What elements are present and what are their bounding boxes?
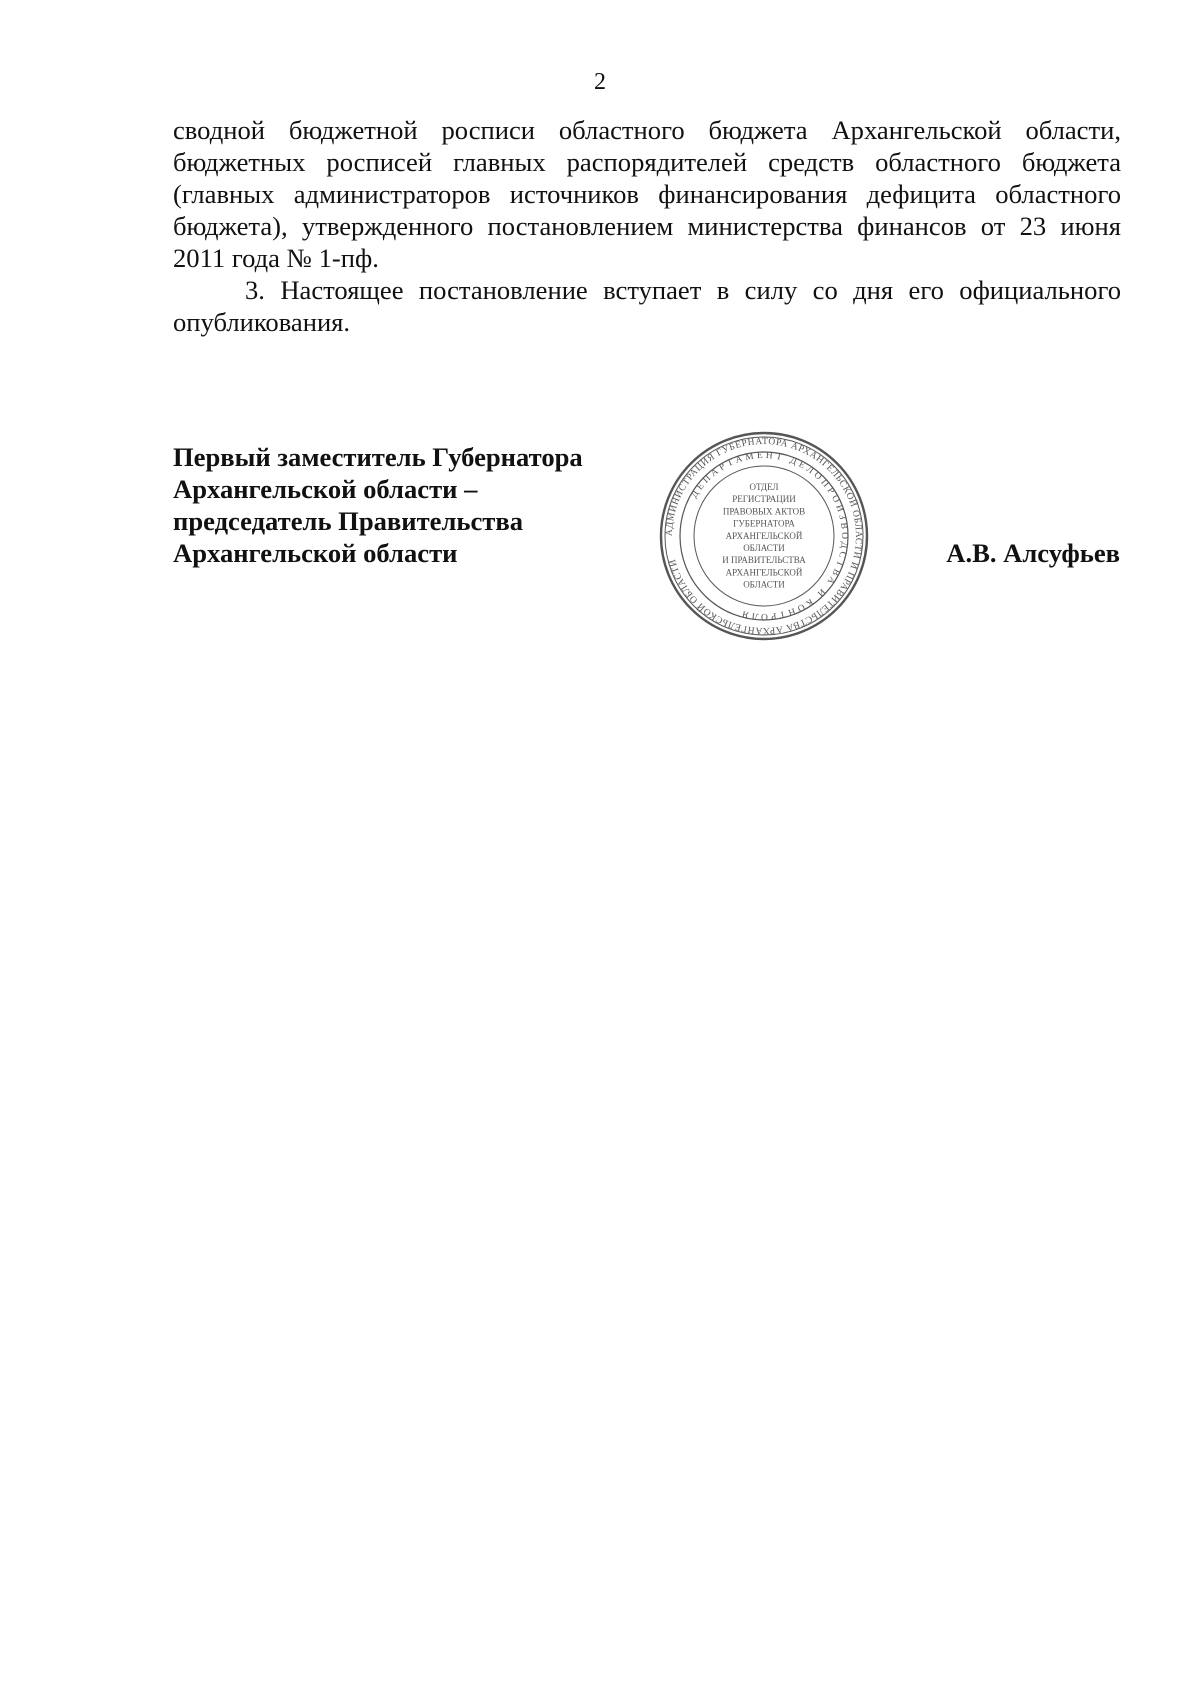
seal-inner-line: АРХАНГЕЛЬСКОЙ	[725, 530, 803, 541]
position-line: Архангельской области	[173, 538, 458, 568]
seal-inner-line: ГУБЕРНАТОРА	[733, 518, 795, 529]
position-line: Первый заместитель Губернатора	[173, 442, 583, 472]
seal-inner-line: ОТДЕЛ	[749, 482, 779, 492]
signatory-position	[173, 441, 583, 569]
svg-text:АДМИНИСТРАЦИЯ ГУБЕРНАТОРА АРХА: АДМИНИСТРАЦИЯ ГУБЕРНАТОРА АРХАНГЕЛЬСКОЙ ОБЛАСТИ И ПРАВИТЕЛЬСТВА АРХАНГЕЛЬСКОЙ ОБЛАСТИ	[664, 436, 864, 636]
seal-inner-line: РЕГИСТРАЦИИ	[732, 494, 796, 505]
official-seal	[658, 430, 870, 642]
paragraph-3: 3. Настоящее постановление вступает в силу со дня его официального опубликования.	[173, 275, 1121, 337]
document-body	[173, 114, 1121, 338]
position-line: Архангельской области –	[173, 474, 478, 504]
seal-inner-line: И ПРАВИТЕЛЬСТВА	[722, 555, 806, 566]
seal-inner-line: ОБЛАСТИ	[743, 579, 785, 590]
paragraph-continuation: сводной бюджетной росписи областного бюджета Архангельской области, бюджетных росписей главных распорядителей средств областного бюджета (главных администраторов источников финансирования дефицита областного бюджета), утвержденного постановлением министерства финансов от 23 июня 2011 года № 1-пф.	[173, 115, 1121, 273]
position-line: председатель Правительства	[173, 506, 523, 536]
svg-text:ДЕПАРТАМЕНТ ДЕЛОПРОИЗВОДСТВА И: ДЕПАРТАМЕНТ ДЕЛОПРОИЗВОДСТВА И КОНТРОЛЯ	[689, 450, 850, 622]
signatory-name: А.В. Алсуфьев	[946, 538, 1120, 568]
page-number: 2	[594, 69, 606, 95]
seal-inner-line: АРХАНГЕЛЬСКОЙ	[725, 567, 803, 578]
seal-inner-line: ОБЛАСТИ	[743, 543, 785, 553]
seal-inner-line: ПРАВОВЫХ АКТОВ	[722, 506, 806, 517]
